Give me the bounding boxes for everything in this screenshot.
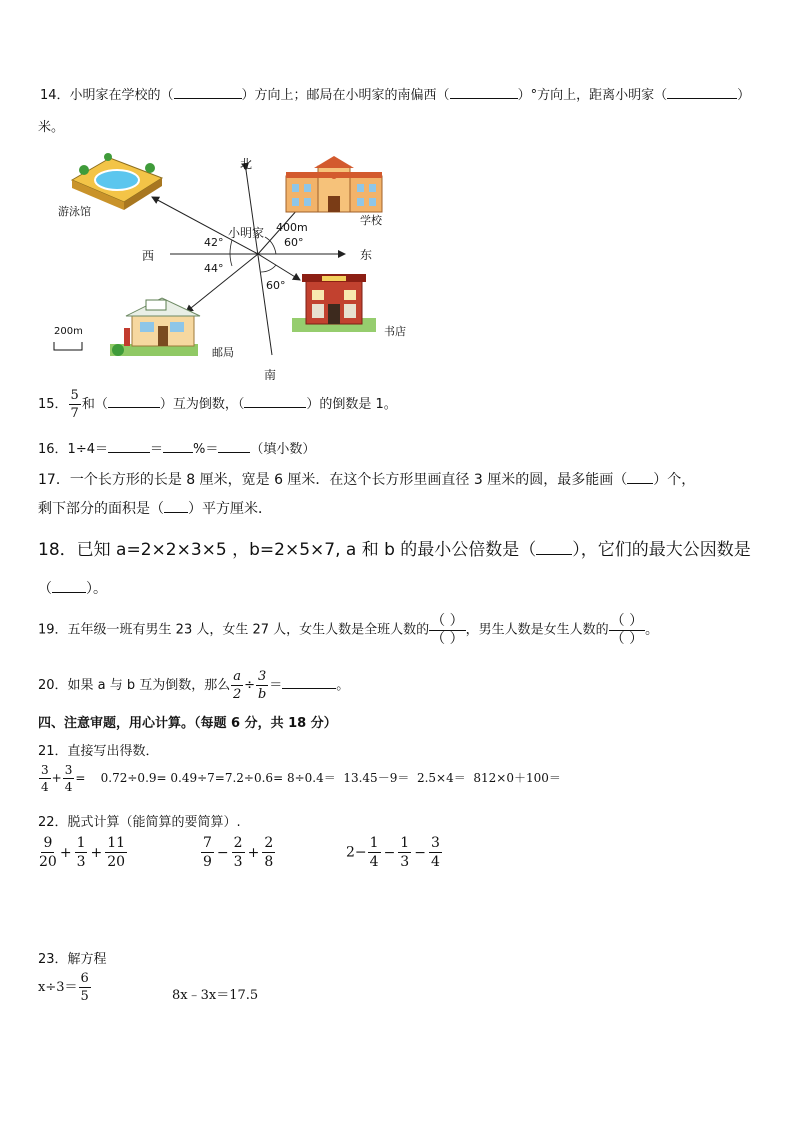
label-west: 西 <box>142 249 155 263</box>
q22-title: 22．脱式计算（能简算的要简算）. <box>38 815 241 830</box>
label-pool: 游泳馆 <box>58 205 91 218</box>
fraction: $\frac{5}{7}$ <box>70 388 79 421</box>
fraction: $\frac{1}{4}$ <box>369 835 379 870</box>
label-east: 东 <box>360 248 373 262</box>
operator: + <box>59 844 72 861</box>
label-angle-post: 44° <box>204 262 224 275</box>
q23-title: 23．解方程 <box>38 952 107 967</box>
q18-line2: （ ）。 <box>38 581 107 597</box>
answer-blank[interactable] <box>164 501 188 513</box>
fraction: $\frac{1}{3}$ <box>76 835 86 870</box>
q22-expr3: 2− $\frac{1}{4}$ − $\frac{1}{3}$ − $\frac{3}{4}$ <box>346 835 440 870</box>
label-school: 学校 <box>360 214 382 227</box>
school-icon <box>286 156 382 212</box>
q14-line1: 14．小明家在学校的（ ）方向上；邮局在小明家的南偏西（ ）°方向上，距离小明家（ ） <box>40 88 751 103</box>
q23-eq2: 8x﹣3x＝17.5 <box>172 988 259 1003</box>
operator: − <box>216 844 229 861</box>
answer-fraction[interactable]: $\frac{( )}{( )}$ <box>610 613 644 647</box>
label-bookstore: 书店 <box>384 325 406 338</box>
answer-fraction[interactable]: $\frac{( )}{( )}$ <box>431 613 464 647</box>
fraction: $\frac{11}{20}$ <box>107 835 126 870</box>
fraction: $\frac{3}{4}$ <box>64 763 73 794</box>
q18-line1: 18．已知 a=2×2×3×5 ，b=2×5×7, a 和 b 的最小公倍数是（ ），它们的最大公因数是 <box>38 540 751 560</box>
answer-blank[interactable] <box>627 472 653 484</box>
q14-line2: 米。 <box>38 120 65 135</box>
label-angle-bookstore: 60° <box>266 279 286 292</box>
q20: 20．如果 a 与 b 互为倒数，那么 $\frac{a}{2}$ ÷ $\frac{3}{b}$ ＝ 。 <box>38 669 350 702</box>
operator: + <box>90 844 103 861</box>
answer-blank[interactable] <box>108 441 150 453</box>
fraction: $\frac{6}{5}$ <box>80 971 89 1004</box>
answer-blank[interactable] <box>163 441 193 453</box>
label-angle-pool: 42° <box>204 236 224 249</box>
answer-blank[interactable] <box>218 441 250 453</box>
q15: 15． $\frac{5}{7}$ 和（ ）互为倒数，（ ）的倒数是 1。 <box>38 388 397 421</box>
operator: + <box>247 844 260 861</box>
label-south: 南 <box>264 368 277 382</box>
operator: − <box>383 844 396 861</box>
answer-blank[interactable] <box>536 540 572 555</box>
bookstore-icon <box>292 274 376 332</box>
fraction: $\frac{2}{3}$ <box>233 835 243 870</box>
fraction: $\frac{7}{9}$ <box>203 835 212 870</box>
answer-blank[interactable] <box>244 396 306 408</box>
answer-blank[interactable] <box>282 677 336 689</box>
q22-expr2 <box>200 836 276 869</box>
q21-title: 21．直接写出得数． <box>38 744 159 759</box>
fraction: $\frac{9}{20}$ <box>39 835 57 870</box>
label-angle-school: 60° <box>284 236 304 249</box>
label-scale: 200m <box>54 326 83 337</box>
q17-line1: 17．一个长方形的长是 8 厘米，宽是 6 厘米．在这个长方形里画直径 3 厘米的圆，最多能画（ ）个， <box>38 472 696 488</box>
q22-expr1 <box>38 836 128 869</box>
fraction: $\frac{1}{3}$ <box>400 835 410 870</box>
section-heading: 四、注意审题，用心计算。（每题 6 分，共 18 分） <box>38 716 337 731</box>
answer-blank[interactable] <box>108 396 160 408</box>
ns-axis <box>246 170 272 355</box>
label-north: 北 <box>240 157 253 171</box>
label-home: 小明家 <box>228 226 265 240</box>
scale-bar <box>54 342 82 350</box>
q19: 19．五年级一班有男生 23 人，女生 27 人，女生人数是全班人数的 $\frac{( )}{( )}$ ，男生人数是女生人数的 $\frac{( )}{( )}$ 。 <box>38 613 659 647</box>
fraction: $\frac{3}{4}$ <box>430 835 440 870</box>
q16: 16．1÷4＝ ＝ %＝ （填小数） <box>38 442 316 457</box>
fraction: $\frac{a}{2}$ <box>233 669 242 702</box>
fraction: $\frac{2}{8}$ <box>264 835 274 870</box>
angle-arc <box>230 240 232 266</box>
answer-blank[interactable] <box>52 581 86 593</box>
pool-icon <box>72 153 162 210</box>
label-post: 邮局 <box>212 346 234 359</box>
operator: − <box>414 844 426 861</box>
label-distance: 400m <box>276 221 308 234</box>
q17-line2: 剩下部分的面积是（ ）平方厘米． <box>38 501 272 517</box>
fraction: $\frac{3}{b}$ <box>257 669 267 702</box>
q21-expressions: $\frac{3}{4}$ + $\frac{3}{4}$ = 0.72÷0.9= 0.49÷7=7.2÷0.6= 8÷0.4＝ 13.45－9＝ 2.5×4＝ 812×0＋100＝ <box>41 763 561 794</box>
post-office-icon <box>110 298 200 356</box>
ray-bookstore <box>258 254 300 280</box>
fraction: $\frac{3}{4}$ <box>41 763 49 794</box>
angle-arc <box>261 265 276 272</box>
q23-eq1: x÷3＝ $\frac{6}{5}$ <box>38 971 89 1004</box>
